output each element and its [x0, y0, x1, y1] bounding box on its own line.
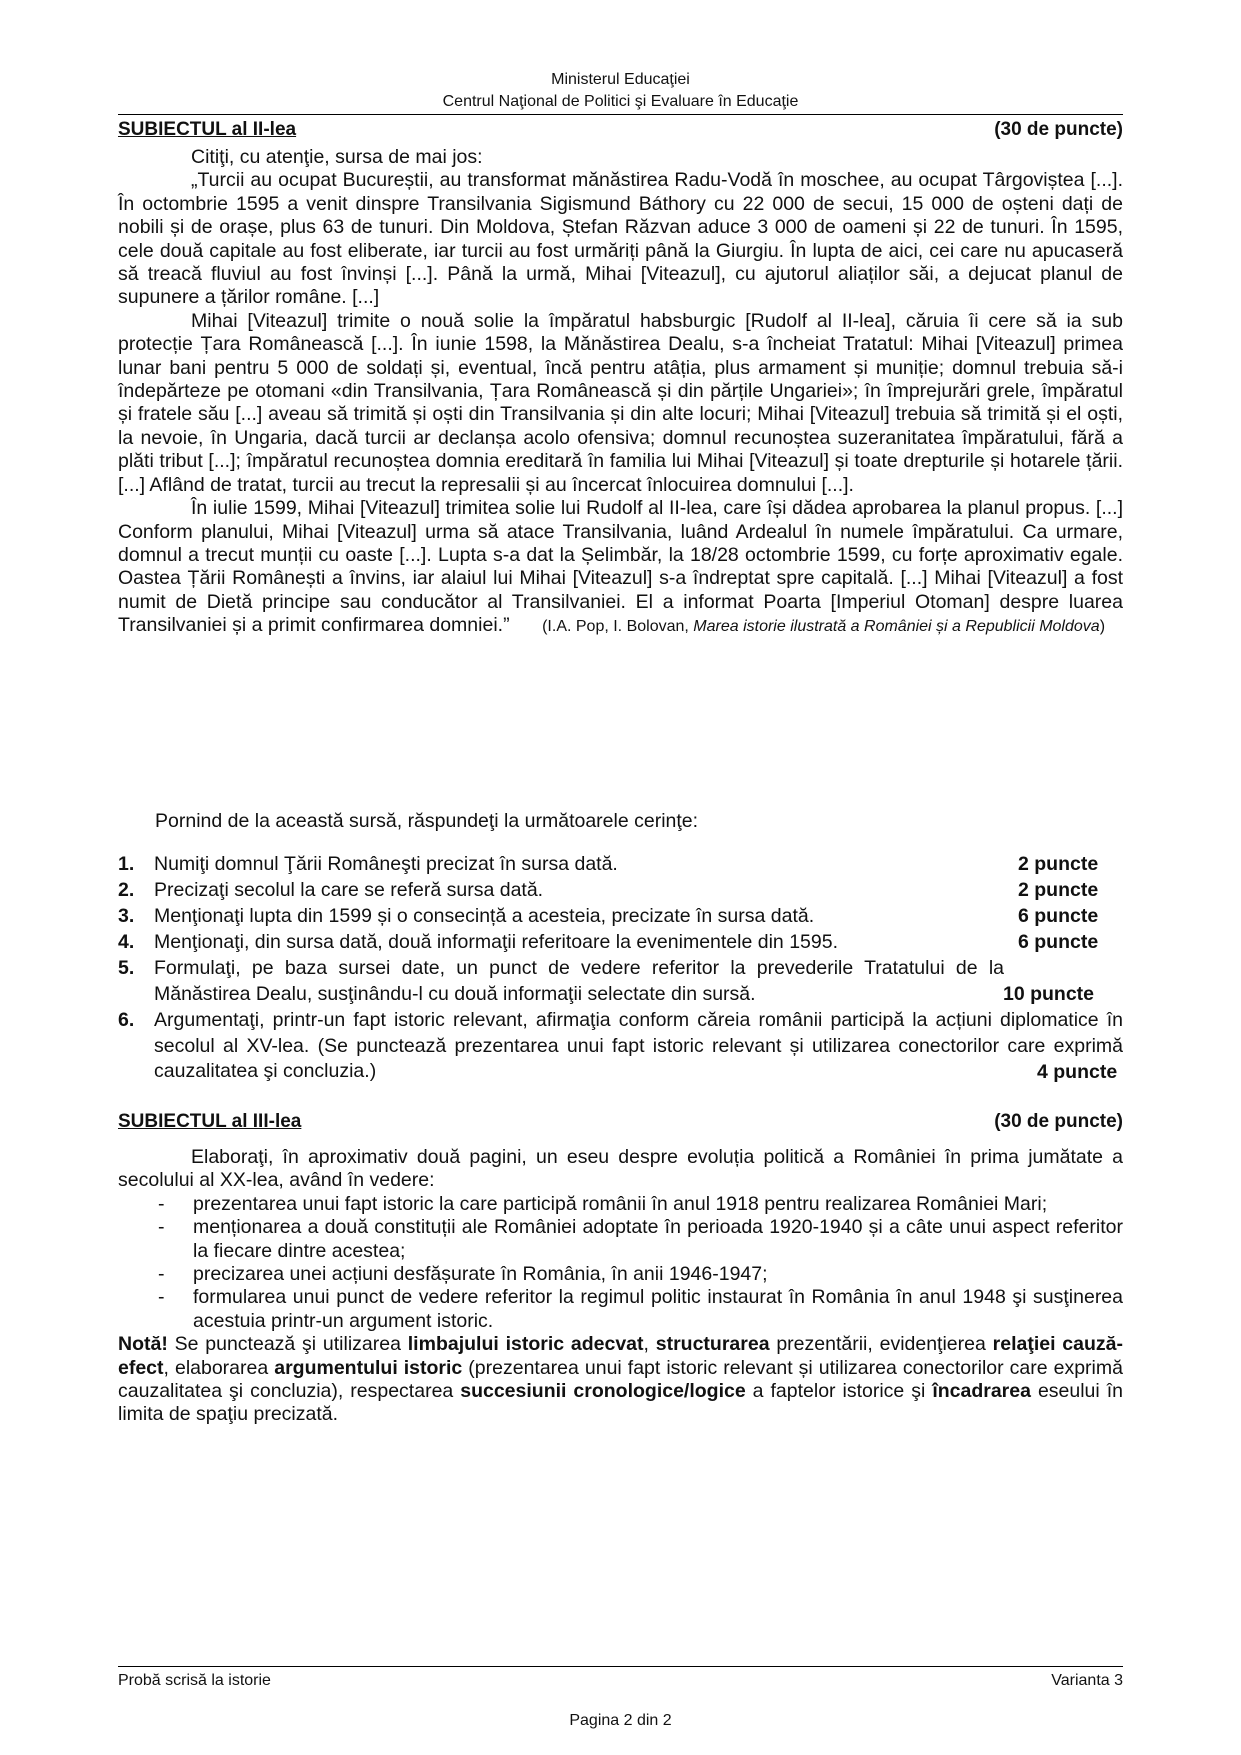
essay-bullet-text: prezentarea unui fapt istoric la care participă românii în anul 1918 pentru realizarea României Mari;: [193, 1192, 1048, 1215]
source-paragraph-3: [118, 497, 1123, 638]
question-5-text: Formulaţi, pe baza sursei date, un punct de vedere referitor la prevederile Tratatului de la Mănăstirea Dealu, susţinându-l cu două informaţii selectate din sursă.: [154, 957, 1004, 1005]
citation-authors: (I.A. Pop, I. Bolovan,: [542, 618, 694, 636]
question-1: [118, 852, 1123, 878]
section2-heading: [118, 118, 1123, 142]
header-center: Centrul Naţional de Politici şi Evaluare în Educaţie: [442, 93, 799, 110]
question-2: [118, 878, 1123, 904]
bullet-dash: -: [158, 1286, 165, 1309]
essay-bullet-1: [118, 1193, 1123, 1216]
page-number: Pagina 2 din 2: [569, 1712, 672, 1729]
essay-bullet-text: formularea unui punct de vedere referitor la regimul politic instaurat în România în anul 1948 şi susţinerea acestuia printr-un argument istoric.: [193, 1286, 1123, 1332]
note-text: ,: [643, 1333, 656, 1356]
question-text: Menţionaţi lupta din 1599 și o consecință a acesteia, precizate în sursa dată.: [154, 905, 815, 927]
question-number: 6.: [118, 1009, 135, 1031]
question-4: [118, 930, 1123, 956]
section2-points: (30 de puncte): [994, 119, 1123, 140]
question-number: 3.: [118, 905, 135, 927]
essay-bullet-4: [118, 1286, 1123, 1333]
question-number: 2.: [118, 879, 135, 901]
essay-intro: Elaboraţi, în aproximativ două pagini, un eseu despre evoluția politică a României în prima jumătate a secolului al XX-lea, având în vedere:: [118, 1146, 1123, 1192]
question-6: [118, 1008, 1123, 1086]
question-3: [118, 904, 1123, 930]
question-points: 2 puncte: [1018, 879, 1099, 901]
note-text: Se punctează şi utilizarea: [167, 1333, 408, 1356]
question-points: 4 puncte: [1031, 1060, 1117, 1086]
note-bold: încadrarea: [932, 1380, 1031, 1403]
question-text: Precizaţi secolul la care se referă sursa dată.: [154, 879, 544, 901]
essay-bullet-text: menționarea a două constituții ale României adoptate în perioada 1920-1940 și a câte unui aspect referitor la fiecare dintre acestea;: [193, 1216, 1123, 1262]
question-points: 10 puncte: [1003, 983, 1095, 1005]
essay-bullet-text: precizarea unei acțiuni desfășurate în România, în anii 1946-1947;: [193, 1263, 768, 1286]
source-paragraph-2: Mihai [Viteazul] trimite o nouă solie la împăratul habsburgic [Rudolf al II-lea], căruia îi cere să ia sub protecție Țara Românească [...]. În iunie 1598, la Mănăstirea Dealu, s-a încheiat Tratatul: Mihai [Viteazul] primea lunar bani pentru 5 000 de soldați și, eventual, încă pentru atâția, plus armament și muniție; domnul trebuia să-i îndepărteze pe otomani «din Transilvania, Țara Românească și din părțile Ungariei»; în împrejurări grele, împăratul și fratele său [...] aveau să trimită și oști din Transilvania și din alte locuri; Mihai [Viteazul] trebuia să trimită și el oști, la nevoie, în Ungaria, dacă turcii ar declanșa acolo ofensiva; domnul recunoștea suzeranitatea împăratului, fără a plăti tribut [...]; împăratul recunoștea domnia ereditară în familia lui Mihai [Viteazul] și toate drepturile și hotarele țării. [...] Aflând de tratat, turcii au trecut la represalii și au încercat înlocuirea domnului [...].: [118, 309, 1123, 496]
note-text: , elaborarea: [163, 1356, 275, 1379]
question-text: Menţionaţi, din sursa dată, două informaţii referitoare la evenimentele din 1595.: [154, 931, 838, 953]
question-points: 2 puncte: [1018, 853, 1099, 875]
essay-note: [118, 1333, 1123, 1427]
question-number: 5.: [118, 957, 135, 979]
note-bold: limbajului istoric adecvat: [407, 1333, 644, 1356]
note-text: a faptelor istorice şi: [745, 1380, 933, 1403]
question-text: [154, 956, 1004, 1007]
note-label: Notă!: [118, 1333, 168, 1356]
section3-title: SUBIECTUL al III-lea: [118, 1111, 302, 1132]
citation-title: Marea istorie ilustrată a României și a Republicii Moldova: [693, 618, 1100, 636]
note-text: (prezentarea unui fapt istoric relevant și utilizarea conectorilor care exprimă cauzalitatea şi concluzia), respectarea: [118, 1356, 1123, 1403]
footer-variant: Varianta 3: [1051, 1672, 1123, 1689]
note-text: prezentării, evidenţierea: [769, 1333, 993, 1356]
section2-title: SUBIECTUL al II-lea: [118, 119, 297, 140]
question-text: Numiţi domnul Ţării Româneşti precizat în sursa dată.: [154, 853, 618, 875]
section3-heading: [118, 1110, 1123, 1134]
note-text: eseului în limita de spaţiu precizată.: [118, 1380, 1123, 1426]
questions-intro: Pornind de la această sursă, răspundeţi la următoarele cerinţe:: [155, 810, 699, 832]
note-bold: relaţiei cauză-efect: [118, 1333, 1123, 1379]
bullet-dash: -: [158, 1216, 165, 1239]
note-bold: argumentului istoric: [274, 1356, 463, 1379]
note-bold: structurarea: [655, 1333, 770, 1356]
question-5: [118, 956, 1123, 1008]
question-6-text: Argumentaţi, printr-un fapt istoric relevant, afirmaţia conform căreia românii participă la acțiuni diplomatice în secolul al XV-lea. (Se punctează prezentarea unui fapt istoric relevant și utilizarea conectorilor care exprimă cauzalitatea şi concluzia.): [154, 1009, 1123, 1082]
bullet-dash: -: [158, 1192, 165, 1215]
essay-task: [118, 1146, 1123, 1427]
source-paragraph-3-text: În iulie 1599, Mihai [Viteazul] trimitea solie lui Rudolf al II-lea, care își dădea aprobarea la planul propus. [...] Conform planului, Mihai [Viteazul] urma să atace Transilvania, luând Ardealul în numele împăratului. Ca urmare, domnul a trecut munții cu oaste [...]. Lupta s-a dat la Șelimbăr, la 18/28 octombrie 1599, cu forțe aproximativ egale. Oastea Țării Românești a învins, iar alaiul lui Mihai [Viteazul] s-a îndreptat spre capitală. [...] Mihai [Viteazul] a fost numit de Dietă principe sau conducător al Transilvaniei. El a informat Poarta [Imperiul Otoman] despre luarea Transilvaniei și a primit confirmarea domniei.”: [118, 497, 1123, 637]
question-number: 1.: [118, 853, 135, 875]
footer-divider: [118, 1666, 1123, 1667]
questions-list: [118, 852, 1123, 1086]
source-text: [118, 146, 1123, 639]
header-divider: [118, 114, 1123, 115]
essay-bullet-2: [118, 1216, 1123, 1263]
source-paragraph-1: „Turcii au ocupat Bucureștii, au transformat mănăstirea Radu-Vodă în moschee, au ocupat Târgoviștea [...]. În octombrie 1595 a venit dinspre Transilvania Sigismund Báthory cu 22 000 de secui, 15 000 de oșteni dați de nobili și de orașe, plus 63 de tunuri. Din Moldova, Ștefan Răzvan aduce 3 000 de oameni și 22 de tunuri. În 1595, cele două capitale au fost eliberate, iar turcii au fost urmăriți până la Giurgiu. În lupta de aici, cei care nu apucaseră să treacă fluviul au fost învinși [...]. Până la urmă, Mihai [Viteazul], cu ajutorul aliaților săi, a dejucat planul de supunere a țărilor române. [...]: [118, 169, 1123, 309]
section3-points: (30 de puncte): [994, 1111, 1123, 1132]
source-citation: [542, 618, 1105, 635]
question-points: 6 puncte: [1018, 905, 1099, 927]
bullet-dash: -: [158, 1263, 165, 1286]
header-ministry: Ministerul Educaţiei: [551, 71, 690, 88]
question-text: [154, 1008, 1123, 1085]
footer-exam-name: Probă scrisă la istorie: [118, 1672, 271, 1689]
question-number: 4.: [118, 931, 135, 953]
citation-end: ): [1099, 618, 1106, 636]
essay-bullet-3: [118, 1263, 1123, 1286]
question-points: 6 puncte: [1018, 931, 1099, 953]
instruction: Citiţi, cu atenţie, sursa de mai jos:: [191, 146, 483, 168]
note-bold: succesiunii cronologice/logice: [460, 1380, 746, 1403]
